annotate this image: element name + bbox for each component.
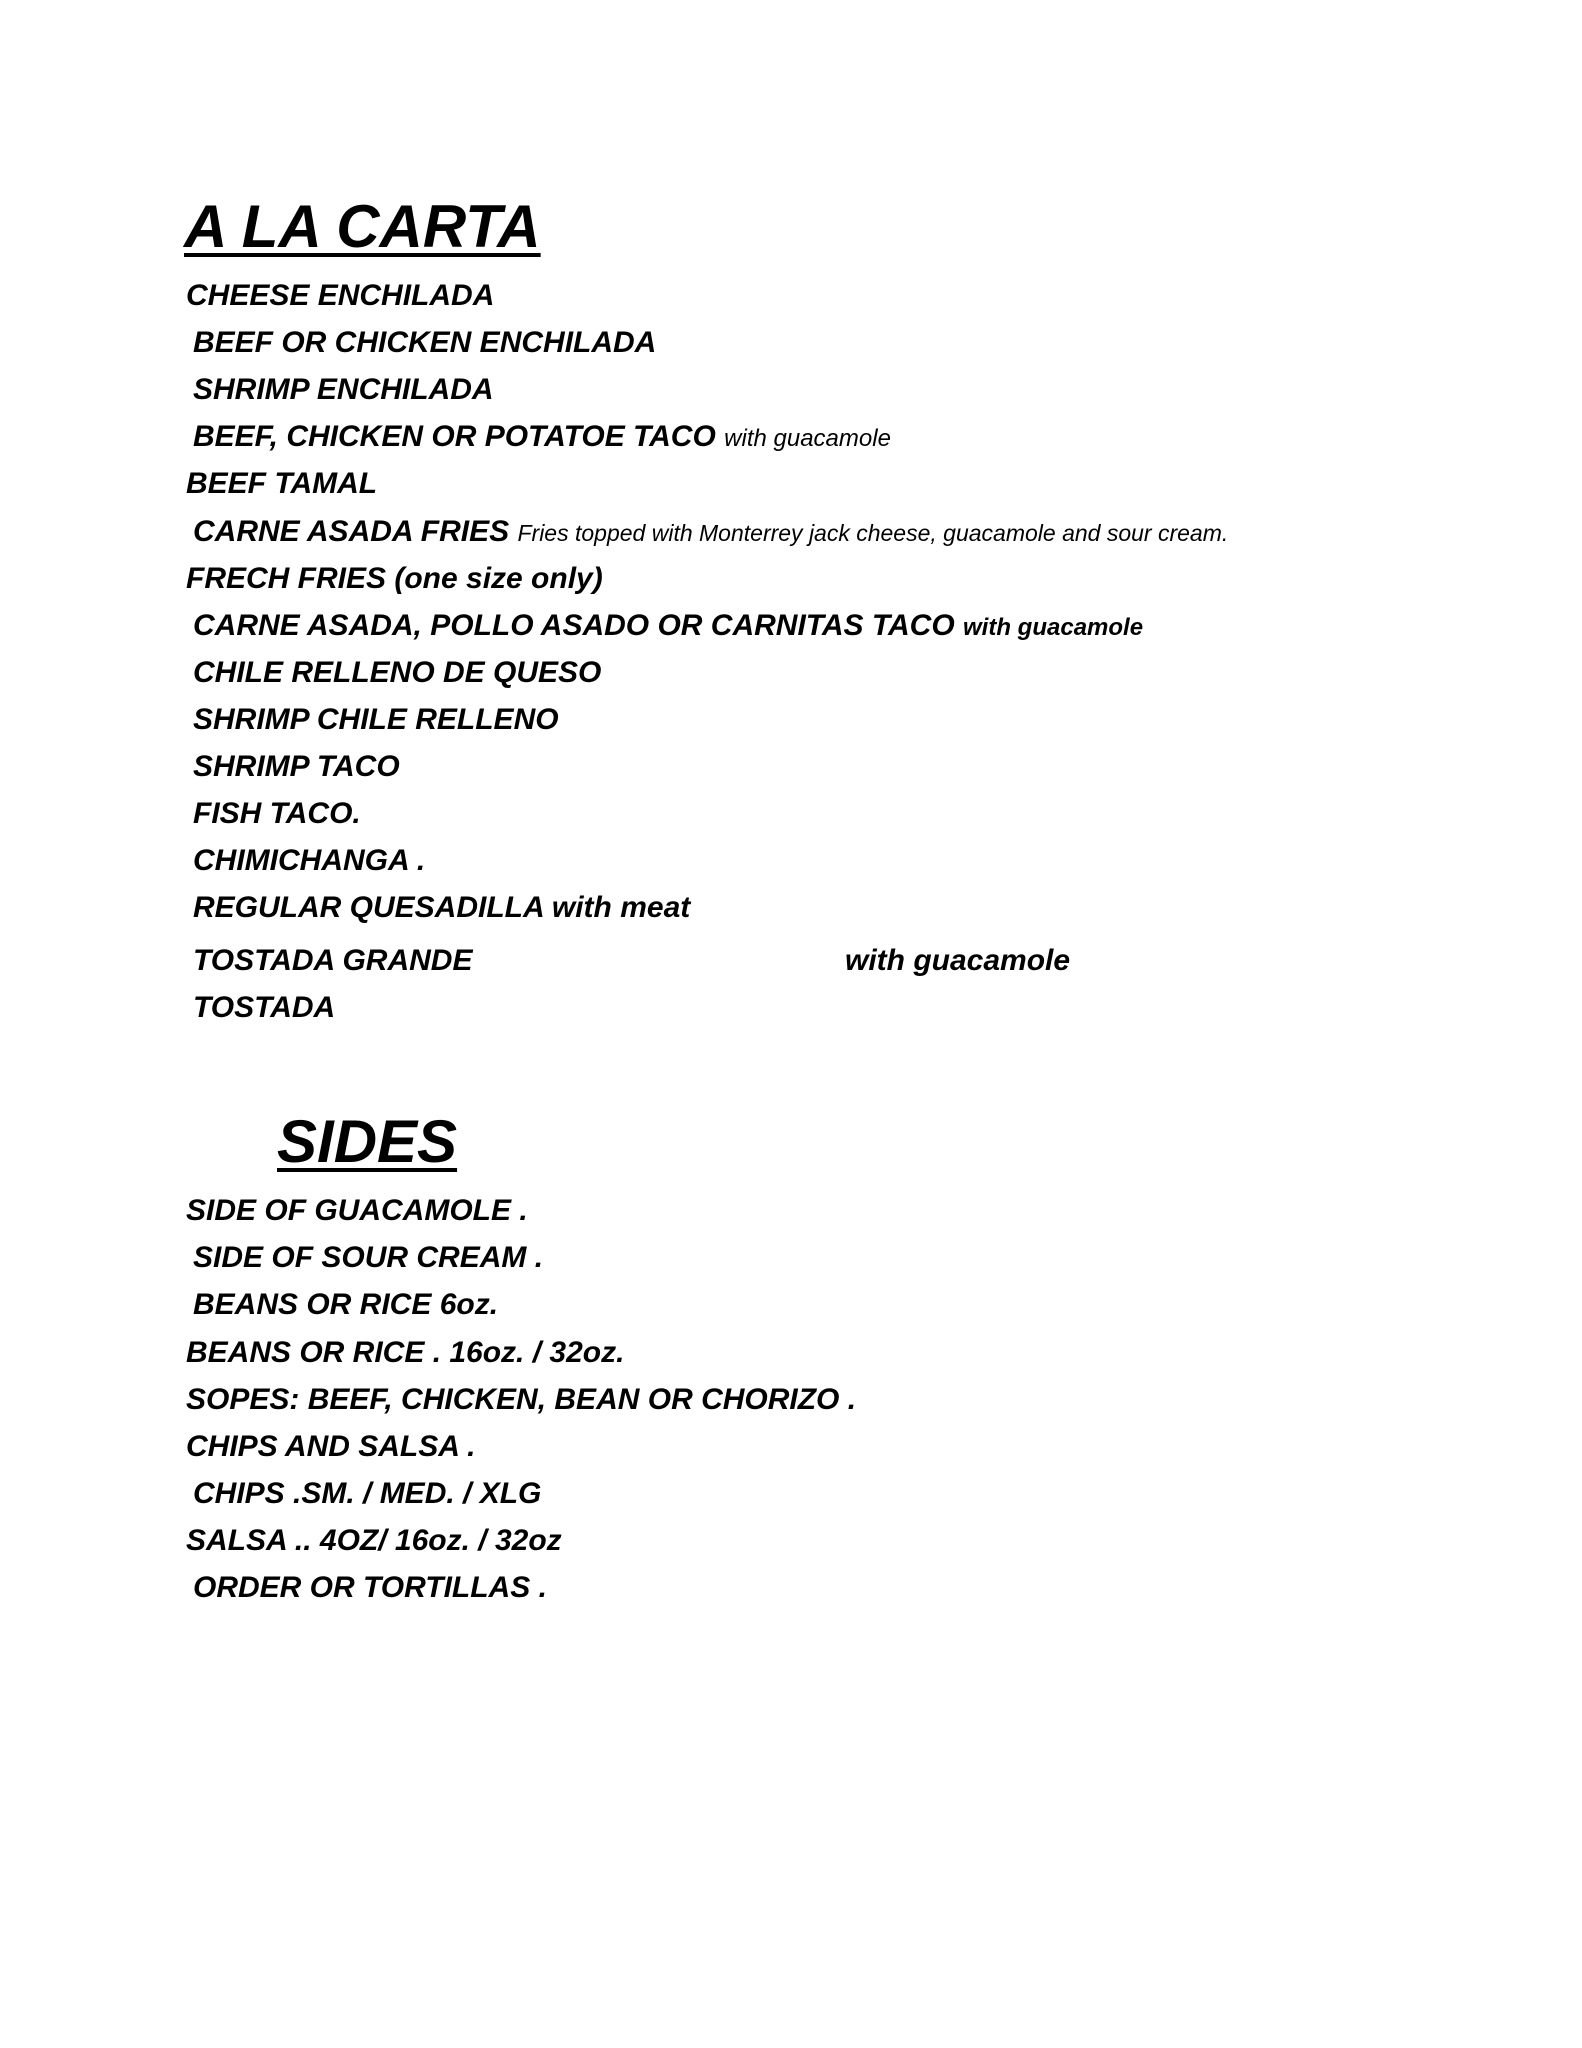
item-note: Fries topped with Monterrey jack cheese, guacamole and sour cream.: [517, 520, 1229, 546]
side-item-sopes: SOPES: BEEF, CHICKEN, BEAN OR CHORIZO .: [186, 1383, 857, 1416]
menu-item-fish-taco: FISH TACO.: [193, 797, 361, 830]
side-item-beans-rice-6oz: BEANS OR RICE 6oz.: [193, 1288, 499, 1321]
menu-item-tostada-grande: TOSTADA GRANDE: [193, 944, 473, 977]
side-item-order-tortillas: ORDER OR TORTILLAS .: [193, 1571, 547, 1604]
menu-item-shrimp-taco: SHRIMP TACO: [193, 750, 400, 783]
menu-item-shrimp-enchilada: SHRIMP ENCHILADA: [193, 373, 494, 406]
item-name: CARNE ASADA, POLLO ASADO OR CARNITAS TACO: [193, 609, 955, 642]
menu-item-carne-asada-fries: [193, 517, 1228, 547]
menu-item-frech-fries: FRECH FRIES (one size only): [186, 562, 603, 595]
side-item-salsa-sizes: SALSA .. 4OZ/ 16oz. / 32oz: [186, 1524, 562, 1557]
menu-item-shrimp-chile-relleno: SHRIMP CHILE RELLENO: [193, 703, 559, 736]
menu-item-beef-chicken-enchilada: BEEF OR CHICKEN ENCHILADA: [193, 326, 657, 359]
item-note: with guacamole: [724, 425, 891, 452]
menu-item-tostada: TOSTADA: [193, 991, 336, 1024]
item-note: with guacamole: [963, 614, 1144, 641]
side-item-chips-and-salsa: CHIPS AND SALSA .: [186, 1430, 476, 1463]
menu-item-chile-relleno-de-queso: CHILE RELLENO DE QUESO: [193, 656, 602, 689]
item-name: CARNE ASADA FRIES: [193, 515, 510, 548]
side-item-beans-rice-16-32oz: BEANS OR RICE . 16oz. / 32oz.: [186, 1336, 625, 1369]
side-item-sour-cream: SIDE OF SOUR CREAM .: [193, 1241, 544, 1274]
menu-item-carne-asada-pollo-carnitas-taco: [193, 611, 1143, 641]
menu-item-beef-tamal: BEEF TAMAL: [186, 467, 378, 500]
menu-item-regular-quesadilla: REGULAR QUESADILLA with meat: [193, 891, 691, 924]
item-name: BEEF, CHICKEN OR POTATOE TACO: [193, 420, 716, 453]
menu-item-chimichanga: CHIMICHANGA .: [193, 844, 426, 877]
side-item-guacamole: SIDE OF GUACAMOLE .: [186, 1194, 528, 1227]
menu-item-cheese-enchilada: CHEESE ENCHILADA: [186, 279, 495, 312]
sides-heading: SIDES: [277, 1108, 458, 1175]
side-item-chips-sizes: CHIPS .SM. / MED. / XLG: [193, 1477, 542, 1510]
menu-item-beef-chicken-potatoe-taco: [193, 422, 891, 452]
a-la-carta-heading: A LA CARTA: [184, 193, 541, 260]
tostada-grande-note: with guacamole: [845, 944, 1071, 977]
